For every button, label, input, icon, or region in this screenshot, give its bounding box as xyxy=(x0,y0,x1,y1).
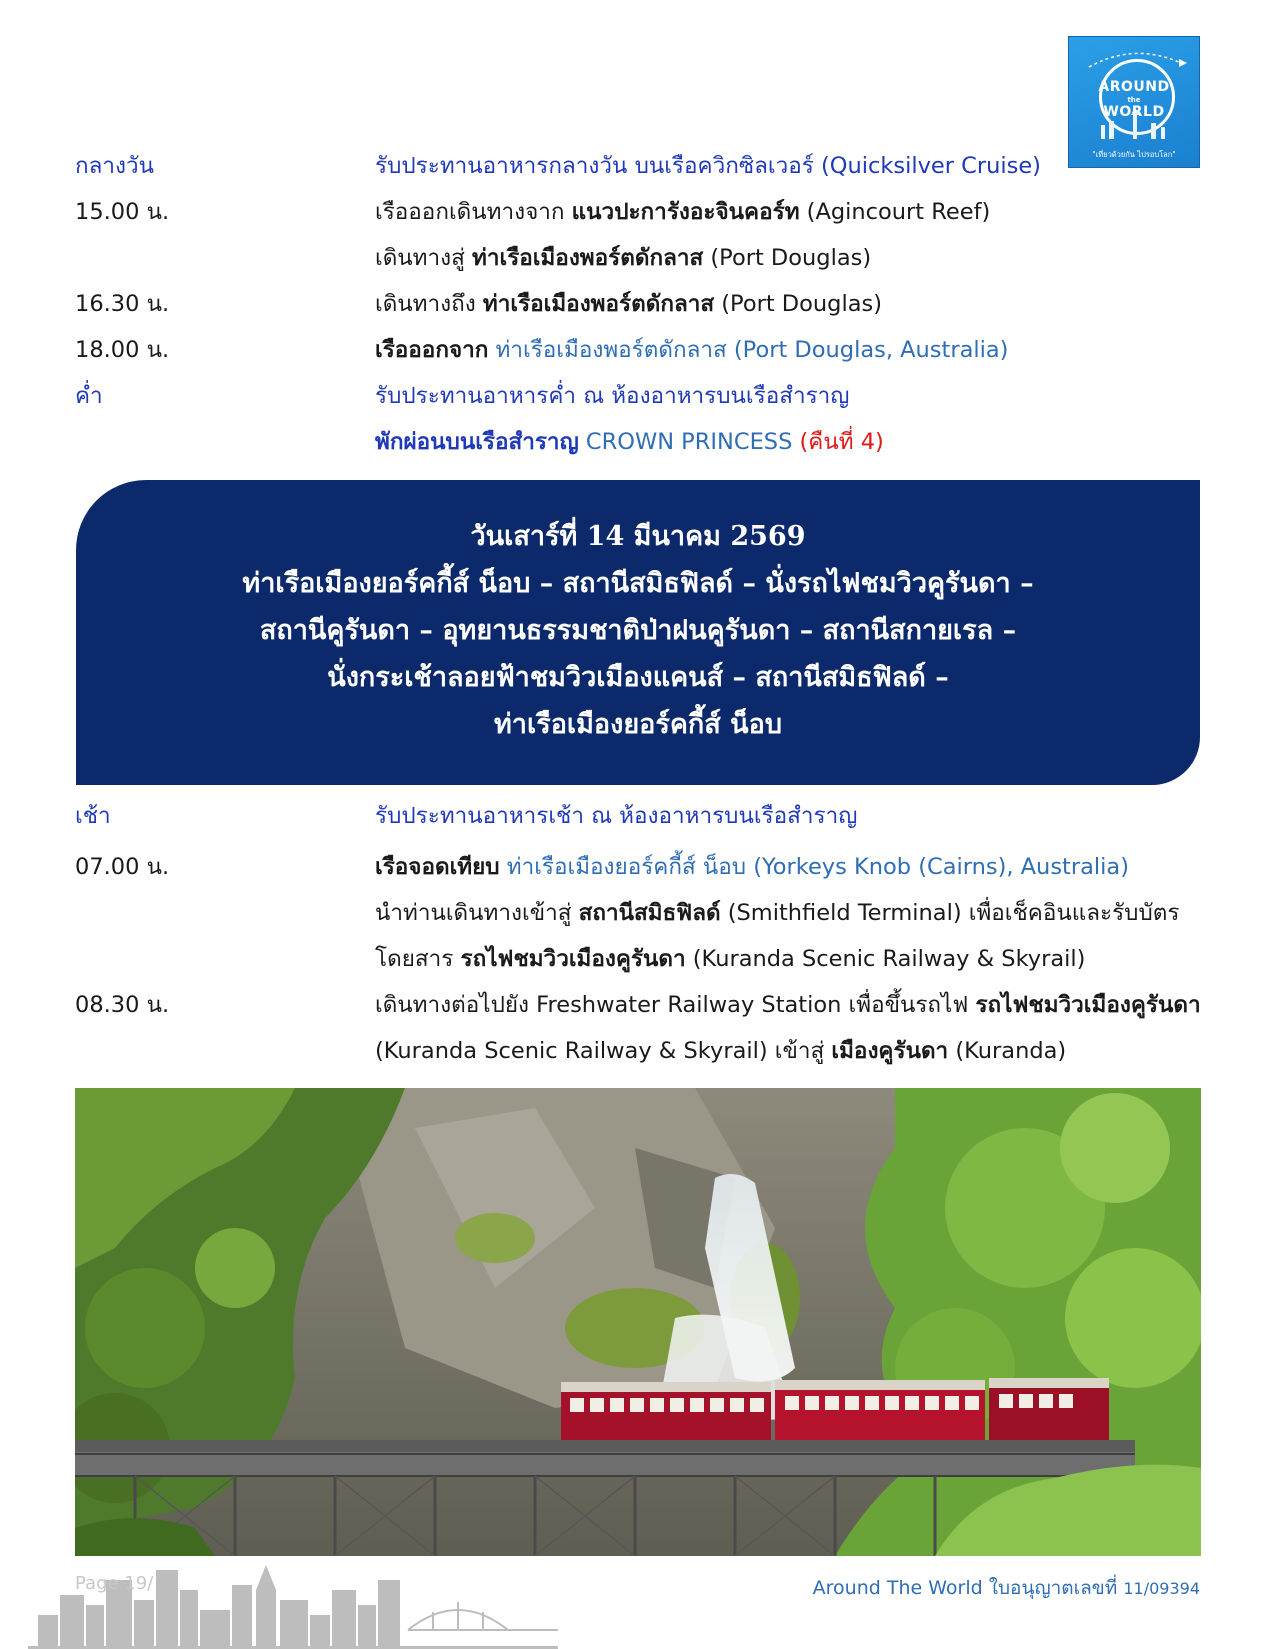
logo-word-world: WORLD xyxy=(1103,104,1165,120)
page-number: Page 19/ xyxy=(75,1573,154,1594)
schedule-desc: รับประทานอาหารเช้า ณ ห้องอาหารบนเรือสำราญ xyxy=(375,803,858,829)
kuranda-train-illustration xyxy=(75,1088,1201,1556)
schedule-desc: รับประทานอาหารค่ำ ณ ห้องอาหารบนเรือสำราญ xyxy=(375,383,850,409)
schedule-desc: พักผ่อนบนเรือสำราญ CROWN PRINCESS (คืนที่ 4) xyxy=(375,429,884,455)
schedule-time: 15.00 น. xyxy=(75,199,170,225)
schedule-time: 18.00 น. xyxy=(75,337,170,363)
schedule-desc: รับประทานอาหารกลางวัน บนเรือควิกซิลเวอร์ (Quicksilver Cruise) xyxy=(375,153,1041,179)
day-route-line: นั่งกระเช้าลอยฟ้าชมวิวเมืองแคนส์ – สถานีสมิธฟิลด์ – xyxy=(327,662,949,693)
company-logo xyxy=(1068,36,1200,168)
schedule-desc: โดยสาร รถไฟชมวิวเมืองคูรันดา (Kuranda Scenic Railway & Skyrail) xyxy=(375,946,1086,972)
day-route-line: ท่าเรือเมืองยอร์คกี้ส์ น็อบ – สถานีสมิธฟิลด์ – นั่งรถไฟชมวิวคูรันดา – xyxy=(242,568,1034,599)
schedule-desc: เดินทางต่อไปยัง Freshwater Railway Station เพื่อขึ้นรถไฟ รถไฟชมวิวเมืองคูรันดา xyxy=(375,992,1201,1018)
schedule-time: 08.30 น. xyxy=(75,992,170,1018)
schedule-desc: เรือออกเดินทางจาก แนวปะการังอะจินคอร์ท (Agincourt Reef) xyxy=(375,199,991,225)
logo-word-the: the xyxy=(1127,96,1141,104)
schedule-desc: เดินทางสู่ ท่าเรือเมืองพอร์ตดักลาส (Port Douglas) xyxy=(375,245,872,271)
logo-word-around: AROUND xyxy=(1098,79,1170,95)
schedule-time: 16.30 น. xyxy=(75,291,170,317)
schedule-time: กลางวัน xyxy=(75,153,155,179)
day-date: วันเสาร์ที่ 14 มีนาคม 2569 xyxy=(470,521,806,552)
schedule-desc: เดินทางถึง ท่าเรือเมืองพอร์ตดักลาส (Port Douglas) xyxy=(375,291,882,317)
schedule-desc: เรือออกจาก ท่าเรือเมืองพอร์ตดักลาส (Port Douglas, Australia) xyxy=(375,337,1009,363)
schedule-desc: เรือจอดเทียบ ท่าเรือเมืองยอร์คกี้ส์ น็อบ (Yorkeys Knob (Cairns), Australia) xyxy=(375,854,1129,880)
schedule-time: ค่ำ xyxy=(75,383,103,409)
schedule-time: 07.00 น. xyxy=(75,854,170,880)
day-route-line: สถานีคูรันดา – อุทยานธรรมชาติป่าฝนคูรันดา – สถานีสกายเรล – xyxy=(259,615,1017,646)
schedule-time: เช้า xyxy=(75,803,111,829)
schedule-desc: (Kuranda Scenic Railway & Skyrail) เข้าสู่ เมืองคูรันดา (Kuranda) xyxy=(375,1038,1067,1064)
day-header-banner xyxy=(76,480,1200,785)
day-route-line: ท่าเรือเมืองยอร์คกี้ส์ น็อบ xyxy=(494,709,782,740)
footer-license: Around The World ใบอนุญาตเลขที่ 11/09394 xyxy=(812,1577,1200,1599)
kuranda-train-photo xyxy=(75,1088,1201,1556)
logo-tagline: "เที่ยวด้วยกัน ไปรอบโลก" xyxy=(1092,150,1176,159)
schedule-desc: นำท่านเดินทางเข้าสู่ สถานีสมิธฟิลด์ (Smithfield Terminal) เพื่อเช็คอินและรับบัตร xyxy=(375,900,1180,926)
